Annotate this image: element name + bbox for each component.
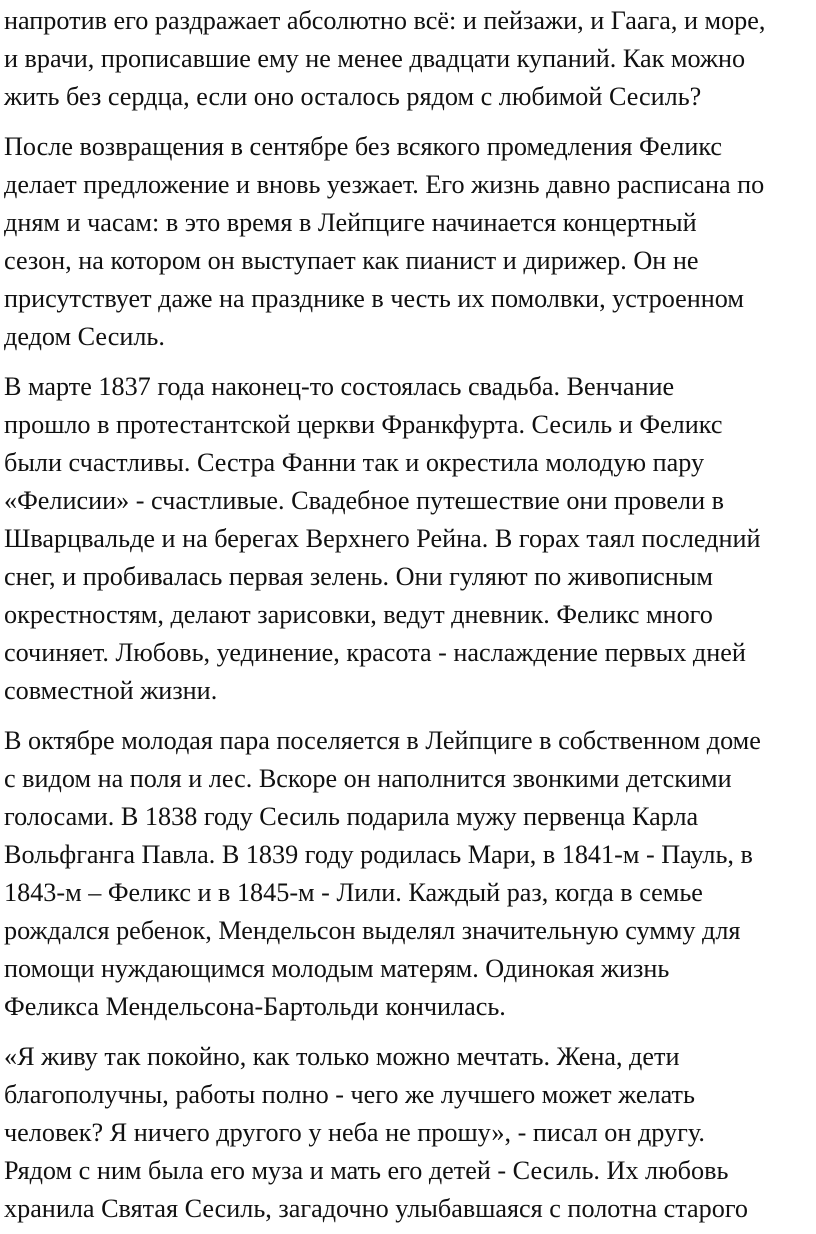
text-line: сочиняет. Любовь, уединение, красота - наслаждение первых дней	[4, 638, 746, 667]
text-line: и врачи, прописавшие ему не менее двадцати купаний. Как можно	[4, 44, 746, 73]
text-line: дням и часам: в это время в Лейпциге начинается концертный	[4, 208, 697, 237]
text-line: В октябре молодая пара поселяется в Лейпциге в собственном доме	[4, 726, 761, 755]
text-line: присутствует даже на празднике в честь их помолвки, устроенном	[4, 284, 744, 313]
text-line: голосами. В 1838 году Сесиль подарила мужу первенца Карла	[4, 802, 699, 831]
paragraph-5	[4, 1038, 798, 1228]
text-line: помощи нуждающимся молодым матерям. Одинокая жизнь	[4, 954, 670, 983]
text-line: с видом на поля и лес. Вскоре он наполнится звонкими детскими	[4, 764, 732, 793]
text-line: «Фелисии» - счастливые. Свадебное путешествие они провели в	[4, 486, 725, 515]
text-line: После возвращения в сентябре без всякого промедления Феликс	[4, 132, 723, 161]
text-line: Рядом с ним была его муза и мать его детей - Сесиль. Их любовь	[4, 1156, 729, 1185]
paragraph-1	[4, 2, 798, 116]
text-line: Шварцвальде и на берегах Верхнего Рейна. В горах таял последний	[4, 524, 761, 553]
text-line: снег, и пробивалась первая зелень. Они гуляют по живописным	[4, 562, 713, 591]
text-line: напротив его раздражает абсолютно всё: и пейзажи, и Гаага, и море,	[4, 6, 766, 35]
text-line: В марте 1837 года наконец-то состоялась свадьба. Венчание	[4, 372, 675, 401]
text-line: жить без сердца, если оно осталось рядом с любимой Сесиль?	[4, 82, 702, 111]
text-line: прошло в протестантской церкви Франкфурта. Сесиль и Феликс	[4, 410, 723, 439]
text-line: окрестностям, делают зарисовки, ведут дневник. Феликс много	[4, 600, 713, 629]
text-line: Вольфганга Павла. В 1839 году родилась Мари, в 1841-м - Пауль, в	[4, 840, 753, 869]
text-line: Феликса Мендельсона-Бартольди кончилась.	[4, 992, 506, 1021]
text-line: совместной жизни.	[4, 676, 218, 705]
text-line: сезон, на котором он выступает как пианист и дирижер. Он не	[4, 246, 699, 275]
text-line: человек? Я ничего другого у неба не прошу», - писал он другу.	[4, 1118, 705, 1147]
text-line: дедом Сесиль.	[4, 322, 165, 351]
paragraph-3	[4, 368, 798, 710]
text-line: хранила Святая Сесиль, загадочно улыбавшаяся с полотна старого	[4, 1194, 749, 1223]
text-line: благополучны, работы полно - чего же лучшего может желать	[4, 1080, 695, 1109]
text-line: «Я живу так покойно, как только можно мечтать. Жена, дети	[4, 1042, 680, 1071]
text-line: были счастливы. Сестра Фанни так и окрестила молодую пару	[4, 448, 705, 477]
text-line: рождался ребенок, Мендельсон выделял значительную сумму для	[4, 916, 741, 945]
text-line: 1843-м – Феликс и в 1845-м - Лили. Каждый раз, когда в семье	[4, 878, 703, 907]
paragraph-4	[4, 722, 798, 1026]
paragraph-2	[4, 128, 798, 356]
text-line: делает предложение и вновь уезжает. Его жизнь давно расписана по	[4, 170, 765, 199]
